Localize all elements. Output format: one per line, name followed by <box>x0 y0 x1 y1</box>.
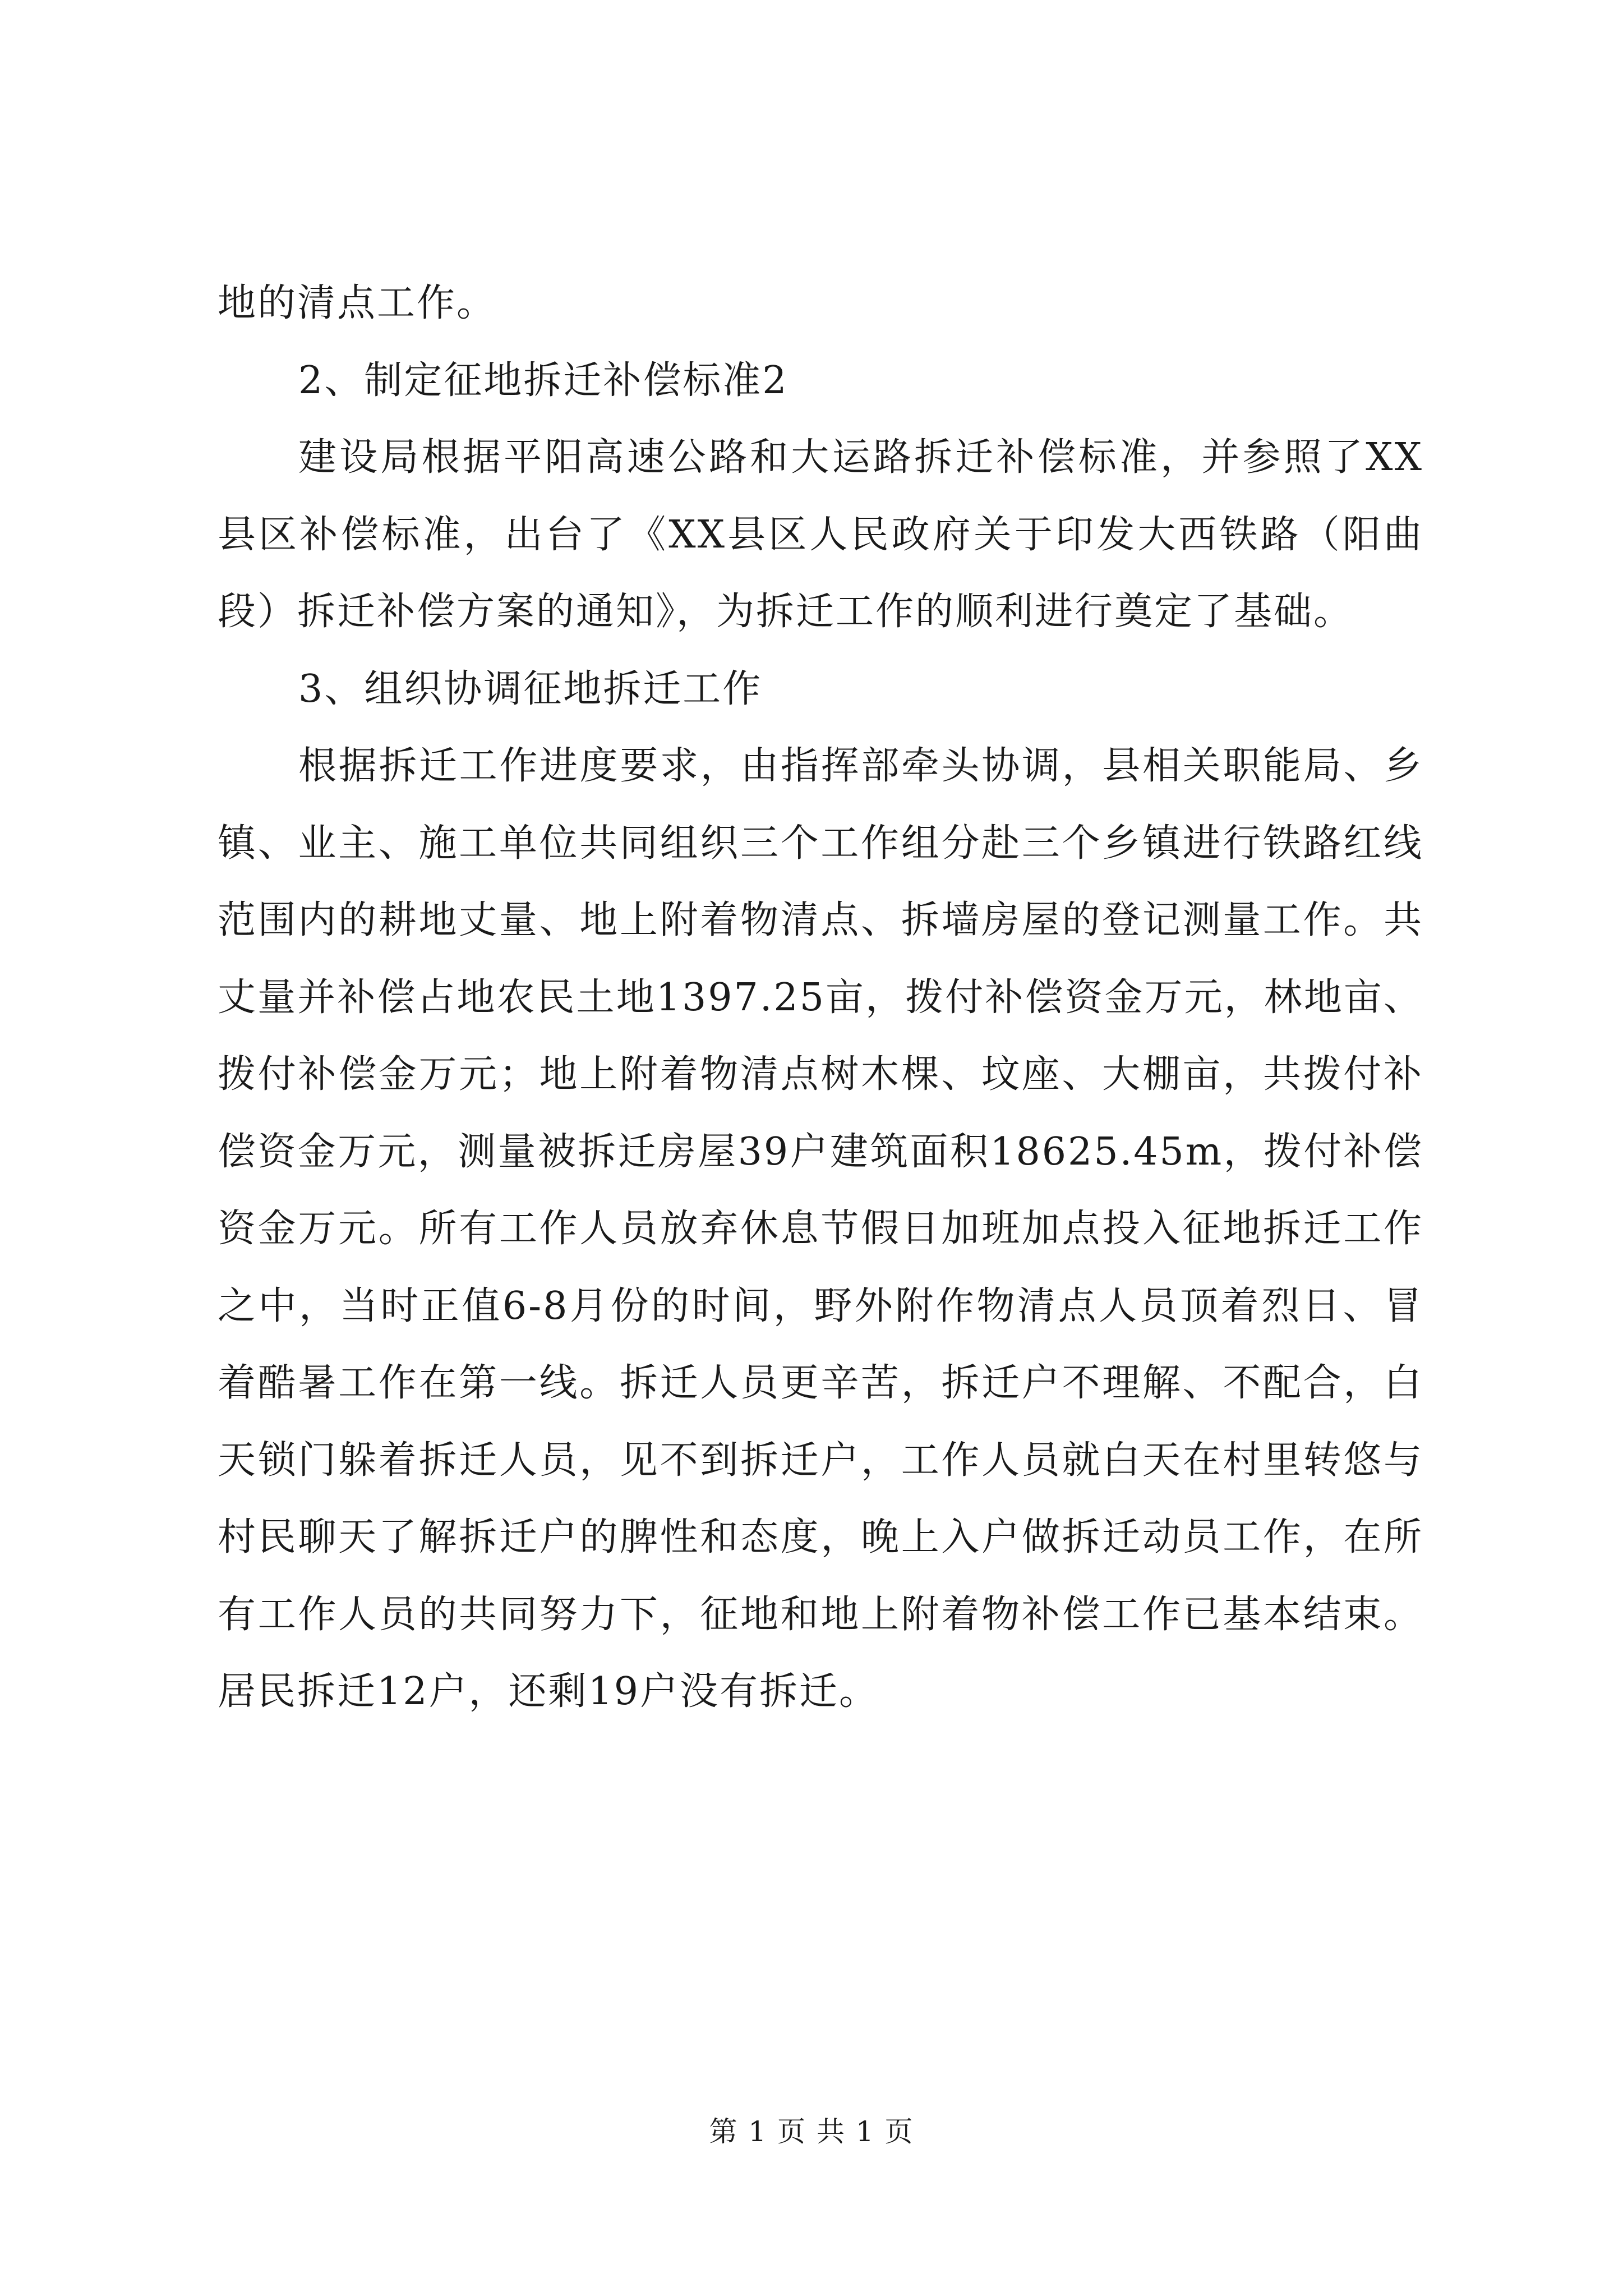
paragraph-1: 地的清点工作。 <box>218 281 497 325</box>
paragraph-2-heading: 2、制定征地拆迁补偿标准2 <box>298 358 789 403</box>
paragraph-4-heading: 3、组织协调征地拆迁工作 <box>298 666 763 711</box>
paragraph-5: 根据拆迁工作进度要求，由指挥部牵头协调，县相关职能局、乡镇、业主、施工单位共同组织三个工作组分赴三个乡镇进行铁路红线范围内的耕地丈量、地上附着物清点、拆墙房屋的登记测量工作。共丈量并补偿占地农民土地1397.25亩，拨付补偿资金万元，林地亩、拨付补偿金万元；地上附着物清点树木棵、坟座、大棚亩，共拨付补偿资金万元，测量被拆迁房屋39户建筑面积18625.45m，拨付补偿资金万元。所有工作人员放弃休息节假日加班加点投入征地拆迁工作之中，当时正值6-8月份的时间，野外附作物清点人员顶着烈日、冒着酷暑工作在第一线。拆迁人员更辛苦，拆迁户不理解、不配合，白天锁门躲着拆迁人员，见不到拆迁户，工作人员就白天在村里转悠与村民聊天了解拆迁户的脾性和态度，晚上入户做拆迁动员工作，在所有工作人员的共同努力下，征地和地上附着物补偿工作已基本结束。居民拆迁12户，还剩19户没有拆迁。 <box>218 744 1423 1714</box>
page-footer: 第 1 页 共 1 页 <box>709 2115 914 2148</box>
document-body <box>218 265 1423 1731</box>
paragraph-3: 建设局根据平阳高速公路和大运路拆迁补偿标准，并参照了XX县区补偿标准，出台了《XX县区人民政府关于印发大西铁路（阳曲段）拆迁补偿方案的通知》，为拆迁工作的顺利进行奠定了基础。 <box>218 435 1423 634</box>
